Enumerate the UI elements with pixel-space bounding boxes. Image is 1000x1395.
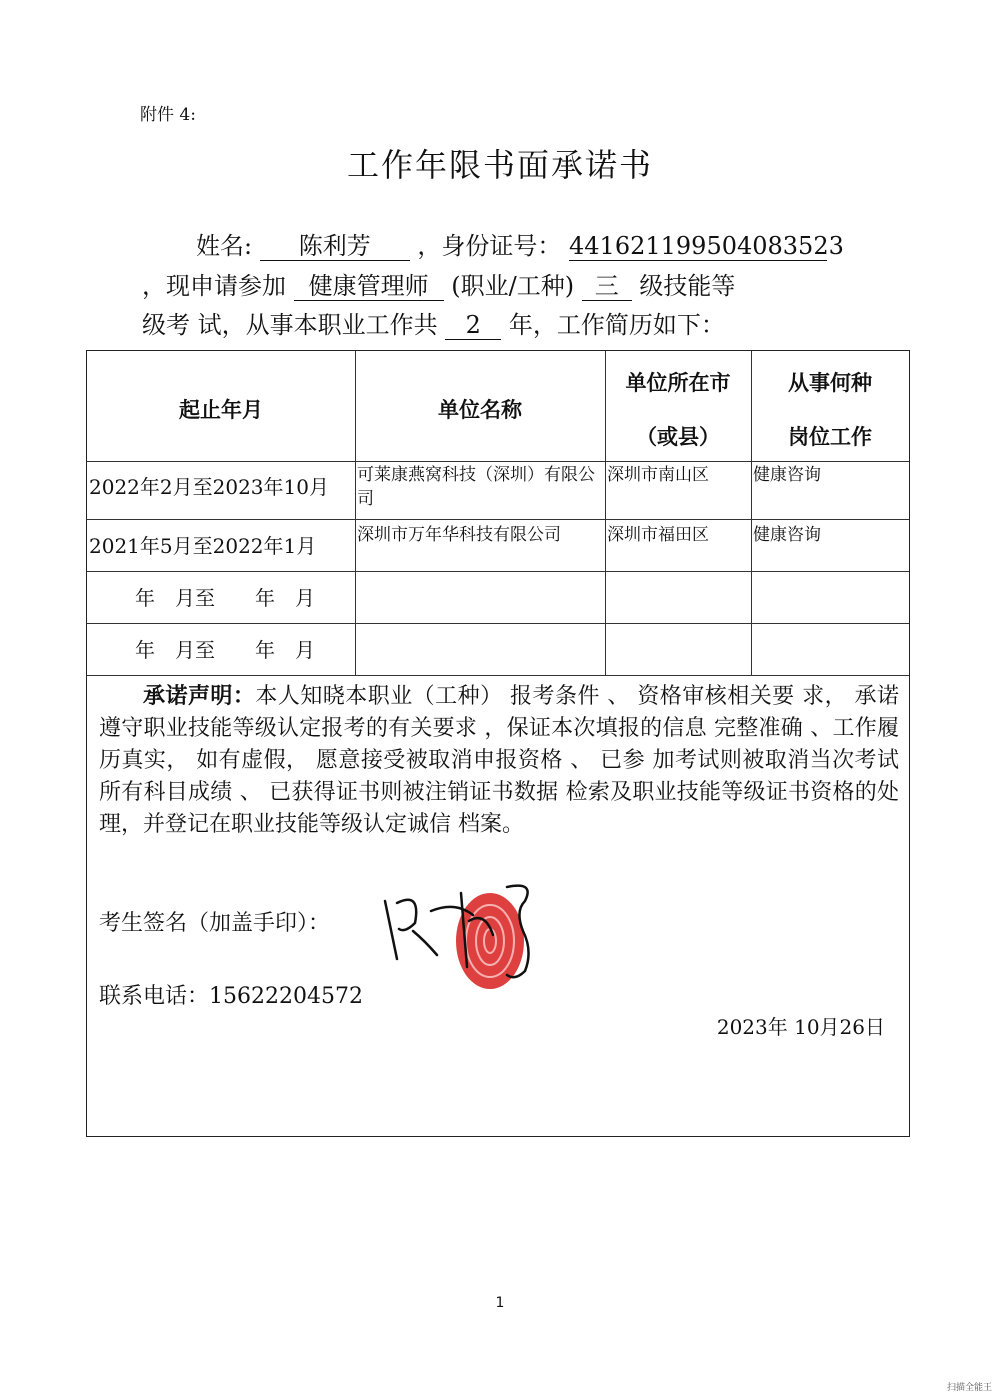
- table-rule: [87, 519, 909, 520]
- header-city-line2: （或县）: [636, 425, 720, 449]
- row1-city: 深圳市南山区: [607, 465, 709, 485]
- exam-line: [142, 305, 725, 340]
- row1-unit: 可莱康燕窝科技（深圳）有限公司: [357, 465, 595, 509]
- header-post-line1: 从事何种: [788, 371, 872, 395]
- row2-period: 2021年5月至2022年1月: [89, 534, 317, 558]
- occupation-field: 健康管理师: [294, 272, 444, 301]
- row4-period: 年 月至 年 月: [135, 638, 315, 662]
- signature-label: 考生签名（加盖手印）：: [99, 911, 331, 936]
- row3-period: 年 月至 年 月: [135, 586, 315, 610]
- apply-prefix: ，现申请参加: [142, 272, 286, 300]
- table-rule: [751, 351, 752, 675]
- exam-prefix: 级考 试，从事本职业工作共: [142, 311, 438, 339]
- row1-period: 2022年2月至2023年10月: [89, 475, 329, 499]
- occupation-suffix: (职业/工种): [451, 272, 575, 300]
- header-unit: 单位名称: [438, 398, 522, 422]
- pledge-label: 承诺声明：: [143, 684, 256, 709]
- phone-number: 15622204572: [209, 984, 363, 1009]
- id-number-field: 441621199504083523: [569, 232, 844, 260]
- phone-label: 联系电话：: [99, 984, 210, 1009]
- row2-post: 健康咨询: [753, 525, 821, 545]
- scanner-watermark: 扫描全能王: [946, 1383, 992, 1393]
- table-rule: [87, 623, 909, 624]
- sign-date: 2023年 10月26日: [716, 1015, 885, 1039]
- years-suffix: 年，工作简历如下：: [508, 311, 725, 339]
- work-history-table: [86, 350, 910, 1137]
- apply-line: [142, 266, 735, 301]
- signature-fingerprint-icon: [375, 871, 575, 991]
- phone-line: [99, 979, 363, 1010]
- header-period: 起止年月: [179, 398, 263, 422]
- name-field: 陈利芳: [260, 232, 410, 261]
- id-label: ，身份证号：: [417, 232, 562, 260]
- level-field: 三: [582, 272, 632, 301]
- pledge-text: 本人知晓本职业（工种） 报考条件 、 资格审核相关要 求， 承诺遵守职业技能等级认定报考的有关要求 ，保证本次填报的信息 完整准确 、工作履历真实， 如有虚假， 愿意接受被取消申报资格 、 已参 加考试则被取消当次考试所有科目成绩 、 已获得证书则被注销证书数据 检索及职业技能等级证书资格的处理，并登记在职业技能等级认定诚信 档案。: [99, 684, 899, 837]
- row2-city: 深圳市福田区: [607, 525, 709, 545]
- name-label: 姓名:: [196, 232, 253, 260]
- table-rule: [87, 461, 909, 462]
- page-title: 工作年限书面承诺书: [346, 146, 653, 184]
- header-city-line1: 单位所在市: [625, 371, 731, 395]
- level-suffix: 级技能等: [639, 272, 736, 300]
- row1-post: 健康咨询: [753, 465, 821, 485]
- table-rule: [87, 675, 909, 676]
- row2-unit: 深圳市万年华科技有限公司: [357, 525, 561, 545]
- table-rule: [605, 351, 606, 675]
- years-field: 2: [445, 311, 501, 340]
- pledge-statement: [99, 681, 899, 841]
- header-post-line2: 岗位工作: [788, 425, 872, 449]
- attachment-label: 附件 4:: [140, 105, 196, 125]
- name-id-line: [196, 226, 844, 261]
- page-number: 1: [495, 1295, 505, 1311]
- table-rule: [87, 571, 909, 572]
